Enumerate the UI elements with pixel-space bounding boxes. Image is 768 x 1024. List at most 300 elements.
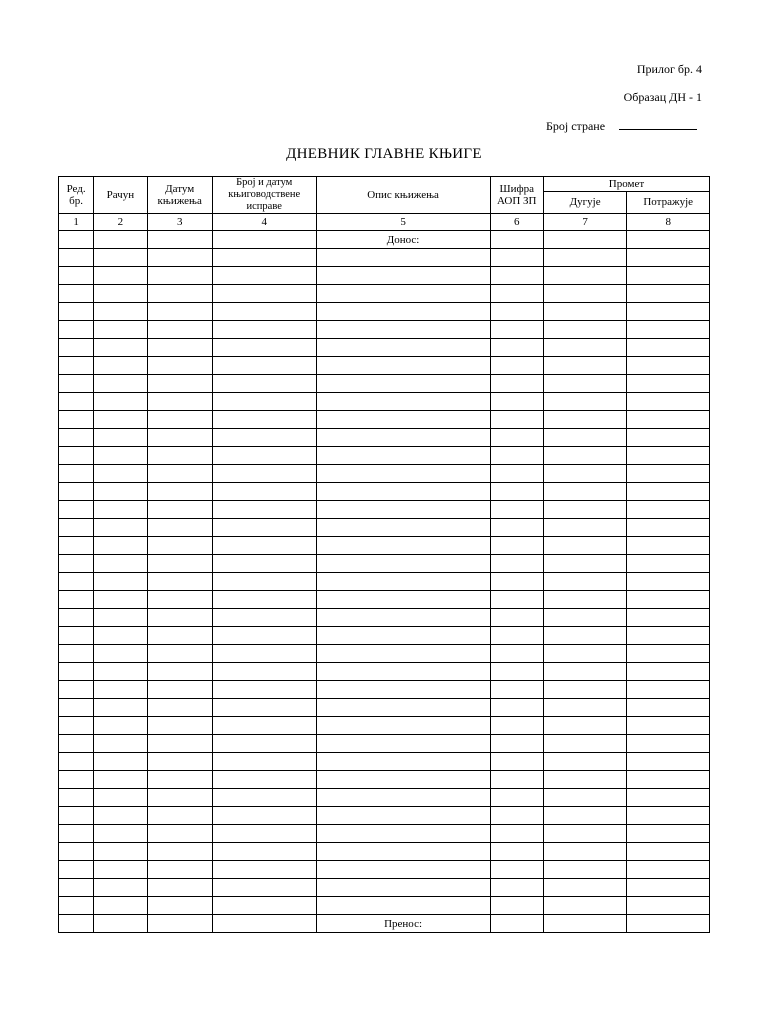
table-cell[interactable] xyxy=(147,807,212,825)
table-cell[interactable] xyxy=(543,321,627,339)
table-cell[interactable] xyxy=(627,717,710,735)
table-cell[interactable] xyxy=(627,789,710,807)
table-cell[interactable] xyxy=(627,447,710,465)
table-cell[interactable] xyxy=(490,447,543,465)
table-cell[interactable] xyxy=(59,555,94,573)
table-cell[interactable] xyxy=(212,609,316,627)
table-cell[interactable] xyxy=(316,321,490,339)
table-cell[interactable] xyxy=(212,771,316,789)
table-cell[interactable] xyxy=(212,267,316,285)
table-cell[interactable] xyxy=(543,861,627,879)
table-cell[interactable] xyxy=(490,411,543,429)
table-cell[interactable] xyxy=(316,879,490,897)
table-cell[interactable] xyxy=(490,843,543,861)
table-cell[interactable] xyxy=(627,555,710,573)
table-cell[interactable] xyxy=(147,735,212,753)
table-cell[interactable] xyxy=(627,825,710,843)
table-cell[interactable] xyxy=(543,609,627,627)
table-cell[interactable] xyxy=(490,717,543,735)
table-cell[interactable] xyxy=(627,483,710,501)
table-cell[interactable] xyxy=(59,429,94,447)
table-cell[interactable] xyxy=(212,573,316,591)
table-cell[interactable] xyxy=(59,825,94,843)
table-cell[interactable] xyxy=(316,483,490,501)
table-cell[interactable] xyxy=(94,699,147,717)
table-cell[interactable] xyxy=(147,591,212,609)
table-cell[interactable] xyxy=(627,681,710,699)
table-cell[interactable] xyxy=(543,591,627,609)
table-cell[interactable] xyxy=(316,753,490,771)
table-cell[interactable] xyxy=(59,249,94,267)
table-cell[interactable] xyxy=(543,879,627,897)
table-cell[interactable] xyxy=(59,483,94,501)
table-cell[interactable] xyxy=(147,609,212,627)
table-cell[interactable] xyxy=(147,375,212,393)
table-cell[interactable] xyxy=(212,807,316,825)
table-cell[interactable] xyxy=(490,231,543,249)
table-cell[interactable] xyxy=(212,735,316,753)
table-cell[interactable] xyxy=(59,411,94,429)
table-cell[interactable] xyxy=(490,753,543,771)
table-cell[interactable] xyxy=(94,555,147,573)
table-cell[interactable] xyxy=(212,231,316,249)
table-cell[interactable] xyxy=(490,915,543,933)
table-cell[interactable] xyxy=(94,483,147,501)
table-cell[interactable] xyxy=(627,357,710,375)
table-cell[interactable] xyxy=(316,897,490,915)
table-cell[interactable] xyxy=(94,465,147,483)
table-cell[interactable] xyxy=(543,375,627,393)
table-cell[interactable] xyxy=(543,915,627,933)
table-cell[interactable] xyxy=(316,609,490,627)
table-cell[interactable] xyxy=(627,897,710,915)
table-cell[interactable] xyxy=(543,285,627,303)
table-cell[interactable] xyxy=(94,843,147,861)
table-cell[interactable] xyxy=(543,249,627,267)
table-cell[interactable] xyxy=(94,519,147,537)
table-cell[interactable] xyxy=(212,519,316,537)
table-cell[interactable] xyxy=(212,645,316,663)
table-cell[interactable] xyxy=(94,375,147,393)
table-cell[interactable] xyxy=(59,609,94,627)
table-cell[interactable] xyxy=(147,861,212,879)
table-cell[interactable] xyxy=(94,879,147,897)
table-cell[interactable] xyxy=(627,861,710,879)
table-cell[interactable] xyxy=(316,573,490,591)
table-cell[interactable] xyxy=(627,267,710,285)
table-cell[interactable] xyxy=(94,357,147,375)
table-cell[interactable] xyxy=(543,483,627,501)
table-cell[interactable] xyxy=(212,825,316,843)
table-cell[interactable] xyxy=(627,645,710,663)
table-cell[interactable] xyxy=(94,789,147,807)
table-cell[interactable] xyxy=(59,897,94,915)
table-cell[interactable] xyxy=(316,645,490,663)
table-cell[interactable] xyxy=(627,771,710,789)
table-cell[interactable] xyxy=(627,465,710,483)
table-cell[interactable] xyxy=(147,429,212,447)
table-cell[interactable] xyxy=(147,753,212,771)
table-cell[interactable] xyxy=(59,645,94,663)
table-cell[interactable] xyxy=(94,339,147,357)
table-cell[interactable] xyxy=(147,915,212,933)
table-cell[interactable] xyxy=(94,429,147,447)
table-cell[interactable] xyxy=(59,321,94,339)
table-cell[interactable] xyxy=(627,609,710,627)
table-cell[interactable] xyxy=(627,285,710,303)
table-cell[interactable] xyxy=(59,879,94,897)
table-cell[interactable] xyxy=(147,843,212,861)
table-cell[interactable] xyxy=(147,663,212,681)
table-cell[interactable] xyxy=(212,375,316,393)
table-cell[interactable] xyxy=(543,627,627,645)
table-cell[interactable] xyxy=(94,735,147,753)
table-cell[interactable] xyxy=(212,411,316,429)
table-cell[interactable] xyxy=(59,663,94,681)
table-cell[interactable] xyxy=(543,663,627,681)
table-cell[interactable] xyxy=(94,447,147,465)
table-cell[interactable] xyxy=(490,681,543,699)
table-cell[interactable] xyxy=(316,375,490,393)
table-cell[interactable] xyxy=(627,573,710,591)
table-cell[interactable] xyxy=(490,483,543,501)
table-cell[interactable] xyxy=(147,555,212,573)
table-cell[interactable] xyxy=(59,735,94,753)
table-cell[interactable] xyxy=(212,429,316,447)
table-cell[interactable] xyxy=(316,465,490,483)
table-cell[interactable] xyxy=(490,573,543,591)
table-cell[interactable] xyxy=(212,879,316,897)
table-cell[interactable] xyxy=(59,789,94,807)
table-cell[interactable] xyxy=(316,519,490,537)
table-cell[interactable] xyxy=(59,771,94,789)
table-cell[interactable] xyxy=(212,447,316,465)
table-cell[interactable] xyxy=(59,573,94,591)
table-cell[interactable] xyxy=(543,519,627,537)
table-cell[interactable] xyxy=(59,267,94,285)
table-cell[interactable] xyxy=(94,861,147,879)
table-cell[interactable] xyxy=(147,321,212,339)
table-cell[interactable] xyxy=(627,321,710,339)
table-cell[interactable] xyxy=(316,285,490,303)
table-cell[interactable] xyxy=(543,753,627,771)
table-cell[interactable] xyxy=(147,339,212,357)
table-cell[interactable] xyxy=(59,447,94,465)
table-cell[interactable] xyxy=(543,645,627,663)
table-cell[interactable] xyxy=(147,303,212,321)
table-cell[interactable] xyxy=(94,321,147,339)
table-cell[interactable] xyxy=(147,411,212,429)
table-cell[interactable] xyxy=(94,807,147,825)
table-cell[interactable] xyxy=(212,699,316,717)
table-cell[interactable] xyxy=(543,447,627,465)
table-cell[interactable] xyxy=(627,501,710,519)
table-cell[interactable] xyxy=(627,249,710,267)
table-cell[interactable] xyxy=(543,357,627,375)
table-cell[interactable] xyxy=(94,825,147,843)
table-cell[interactable] xyxy=(59,339,94,357)
table-cell[interactable] xyxy=(94,267,147,285)
table-cell[interactable] xyxy=(94,897,147,915)
table-cell[interactable] xyxy=(490,609,543,627)
table-cell[interactable] xyxy=(543,411,627,429)
table-cell[interactable] xyxy=(316,681,490,699)
table-cell[interactable] xyxy=(316,789,490,807)
table-cell[interactable] xyxy=(627,411,710,429)
table-cell[interactable] xyxy=(490,789,543,807)
table-cell[interactable] xyxy=(147,825,212,843)
table-cell[interactable] xyxy=(94,537,147,555)
table-cell[interactable] xyxy=(627,807,710,825)
table-cell[interactable] xyxy=(316,771,490,789)
table-cell[interactable] xyxy=(543,771,627,789)
table-cell[interactable] xyxy=(316,663,490,681)
table-cell[interactable] xyxy=(316,501,490,519)
table-cell[interactable] xyxy=(543,501,627,519)
table-cell[interactable] xyxy=(316,735,490,753)
table-cell[interactable] xyxy=(147,699,212,717)
table-cell[interactable] xyxy=(212,249,316,267)
table-cell[interactable] xyxy=(94,285,147,303)
table-cell[interactable] xyxy=(490,357,543,375)
table-cell[interactable] xyxy=(147,231,212,249)
table-cell[interactable] xyxy=(212,285,316,303)
table-cell[interactable] xyxy=(59,303,94,321)
table-cell[interactable] xyxy=(316,303,490,321)
table-cell[interactable] xyxy=(59,375,94,393)
table-cell[interactable] xyxy=(212,501,316,519)
table-cell[interactable] xyxy=(316,861,490,879)
table-cell[interactable] xyxy=(316,249,490,267)
table-cell[interactable] xyxy=(543,735,627,753)
table-cell[interactable] xyxy=(147,501,212,519)
table-cell[interactable] xyxy=(212,753,316,771)
table-cell[interactable] xyxy=(316,339,490,357)
table-cell[interactable] xyxy=(147,519,212,537)
table-cell[interactable] xyxy=(316,717,490,735)
table-cell[interactable] xyxy=(94,393,147,411)
table-cell[interactable] xyxy=(212,789,316,807)
table-cell[interactable] xyxy=(316,537,490,555)
table-cell[interactable] xyxy=(147,897,212,915)
table-cell[interactable] xyxy=(543,267,627,285)
table-cell[interactable] xyxy=(212,321,316,339)
table-cell[interactable] xyxy=(94,609,147,627)
table-cell[interactable] xyxy=(59,519,94,537)
table-cell[interactable] xyxy=(212,357,316,375)
table-cell[interactable] xyxy=(316,699,490,717)
table-cell[interactable] xyxy=(627,303,710,321)
table-cell[interactable] xyxy=(543,555,627,573)
table-cell[interactable] xyxy=(212,915,316,933)
table-cell[interactable] xyxy=(490,267,543,285)
table-cell[interactable] xyxy=(490,465,543,483)
table-cell[interactable] xyxy=(59,591,94,609)
table-cell[interactable] xyxy=(490,825,543,843)
table-cell[interactable] xyxy=(147,393,212,411)
table-cell[interactable] xyxy=(627,591,710,609)
table-cell[interactable] xyxy=(316,447,490,465)
table-cell[interactable] xyxy=(490,519,543,537)
table-cell[interactable] xyxy=(212,717,316,735)
table-cell[interactable] xyxy=(543,573,627,591)
table-cell[interactable] xyxy=(490,303,543,321)
table-cell[interactable] xyxy=(212,555,316,573)
table-cell[interactable] xyxy=(94,303,147,321)
table-cell[interactable] xyxy=(94,753,147,771)
table-cell[interactable] xyxy=(212,483,316,501)
table-cell[interactable] xyxy=(212,861,316,879)
table-cell[interactable] xyxy=(59,861,94,879)
table-cell[interactable] xyxy=(59,699,94,717)
table-cell[interactable] xyxy=(543,681,627,699)
table-cell[interactable] xyxy=(59,231,94,249)
table-cell[interactable] xyxy=(490,393,543,411)
table-cell[interactable] xyxy=(94,231,147,249)
table-cell[interactable] xyxy=(316,825,490,843)
table-cell[interactable] xyxy=(316,411,490,429)
table-cell[interactable] xyxy=(627,843,710,861)
table-cell[interactable] xyxy=(490,501,543,519)
table-cell[interactable] xyxy=(543,231,627,249)
table-cell[interactable] xyxy=(543,807,627,825)
table-cell[interactable] xyxy=(212,465,316,483)
table-cell[interactable] xyxy=(59,627,94,645)
table-cell[interactable] xyxy=(212,303,316,321)
table-cell[interactable] xyxy=(627,519,710,537)
table-cell[interactable] xyxy=(59,753,94,771)
table-cell[interactable] xyxy=(147,249,212,267)
table-cell[interactable] xyxy=(212,537,316,555)
table-cell[interactable] xyxy=(490,591,543,609)
table-cell[interactable] xyxy=(212,681,316,699)
table-cell[interactable] xyxy=(490,699,543,717)
table-cell[interactable] xyxy=(627,627,710,645)
table-cell[interactable] xyxy=(543,537,627,555)
table-cell[interactable] xyxy=(490,285,543,303)
table-cell[interactable] xyxy=(490,627,543,645)
table-cell[interactable] xyxy=(490,555,543,573)
table-cell[interactable] xyxy=(543,717,627,735)
table-cell[interactable] xyxy=(212,627,316,645)
table-cell[interactable] xyxy=(147,573,212,591)
table-cell[interactable] xyxy=(59,807,94,825)
table-cell[interactable] xyxy=(490,897,543,915)
table-cell[interactable] xyxy=(316,357,490,375)
table-cell[interactable] xyxy=(94,591,147,609)
table-cell[interactable] xyxy=(212,339,316,357)
table-cell[interactable] xyxy=(147,789,212,807)
table-cell[interactable] xyxy=(94,411,147,429)
table-cell[interactable] xyxy=(316,627,490,645)
table-cell[interactable] xyxy=(94,249,147,267)
table-cell[interactable] xyxy=(490,375,543,393)
table-cell[interactable] xyxy=(543,897,627,915)
table-cell[interactable] xyxy=(627,915,710,933)
table-cell[interactable] xyxy=(94,627,147,645)
table-cell[interactable] xyxy=(490,429,543,447)
table-cell[interactable] xyxy=(212,663,316,681)
table-cell[interactable] xyxy=(490,537,543,555)
table-cell[interactable] xyxy=(490,321,543,339)
table-cell[interactable] xyxy=(490,807,543,825)
table-cell[interactable] xyxy=(490,249,543,267)
table-cell[interactable] xyxy=(627,735,710,753)
table-cell[interactable] xyxy=(316,393,490,411)
table-cell[interactable] xyxy=(543,843,627,861)
table-cell[interactable] xyxy=(147,465,212,483)
table-cell[interactable] xyxy=(543,339,627,357)
table-cell[interactable] xyxy=(59,501,94,519)
table-cell[interactable] xyxy=(627,429,710,447)
table-cell[interactable] xyxy=(627,537,710,555)
table-cell[interactable] xyxy=(59,285,94,303)
table-cell[interactable] xyxy=(316,429,490,447)
table-cell[interactable] xyxy=(543,825,627,843)
table-cell[interactable] xyxy=(543,429,627,447)
table-cell[interactable] xyxy=(59,393,94,411)
table-cell[interactable] xyxy=(147,717,212,735)
table-cell[interactable] xyxy=(490,879,543,897)
table-cell[interactable] xyxy=(147,879,212,897)
table-cell[interactable] xyxy=(316,843,490,861)
table-cell[interactable] xyxy=(59,537,94,555)
table-cell[interactable] xyxy=(94,573,147,591)
table-cell[interactable] xyxy=(490,663,543,681)
table-cell[interactable] xyxy=(147,537,212,555)
table-cell[interactable] xyxy=(94,915,147,933)
table-cell[interactable] xyxy=(147,645,212,663)
table-cell[interactable] xyxy=(490,771,543,789)
table-cell[interactable] xyxy=(543,393,627,411)
table-cell[interactable] xyxy=(59,717,94,735)
table-cell[interactable] xyxy=(627,339,710,357)
table-cell[interactable] xyxy=(212,393,316,411)
table-cell[interactable] xyxy=(147,267,212,285)
table-cell[interactable] xyxy=(59,357,94,375)
table-cell[interactable] xyxy=(316,555,490,573)
table-cell[interactable] xyxy=(627,699,710,717)
table-cell[interactable] xyxy=(147,357,212,375)
table-cell[interactable] xyxy=(59,681,94,699)
table-cell[interactable] xyxy=(212,591,316,609)
table-cell[interactable] xyxy=(94,663,147,681)
table-cell[interactable] xyxy=(627,231,710,249)
table-cell[interactable] xyxy=(490,339,543,357)
table-cell[interactable] xyxy=(94,501,147,519)
table-cell[interactable] xyxy=(627,663,710,681)
table-cell[interactable] xyxy=(490,735,543,753)
table-cell[interactable] xyxy=(94,717,147,735)
table-cell[interactable] xyxy=(316,267,490,285)
table-cell[interactable] xyxy=(627,879,710,897)
table-cell[interactable] xyxy=(147,627,212,645)
table-cell[interactable] xyxy=(59,915,94,933)
table-cell[interactable] xyxy=(94,645,147,663)
page-number-blank-line[interactable] xyxy=(619,118,697,130)
table-cell[interactable] xyxy=(627,393,710,411)
table-cell[interactable] xyxy=(543,699,627,717)
table-cell[interactable] xyxy=(147,681,212,699)
table-cell[interactable] xyxy=(543,789,627,807)
table-cell[interactable] xyxy=(316,591,490,609)
table-cell[interactable] xyxy=(147,285,212,303)
table-cell[interactable] xyxy=(543,465,627,483)
table-cell[interactable] xyxy=(212,843,316,861)
table-cell[interactable] xyxy=(543,303,627,321)
table-cell[interactable] xyxy=(490,861,543,879)
table-cell[interactable] xyxy=(59,465,94,483)
